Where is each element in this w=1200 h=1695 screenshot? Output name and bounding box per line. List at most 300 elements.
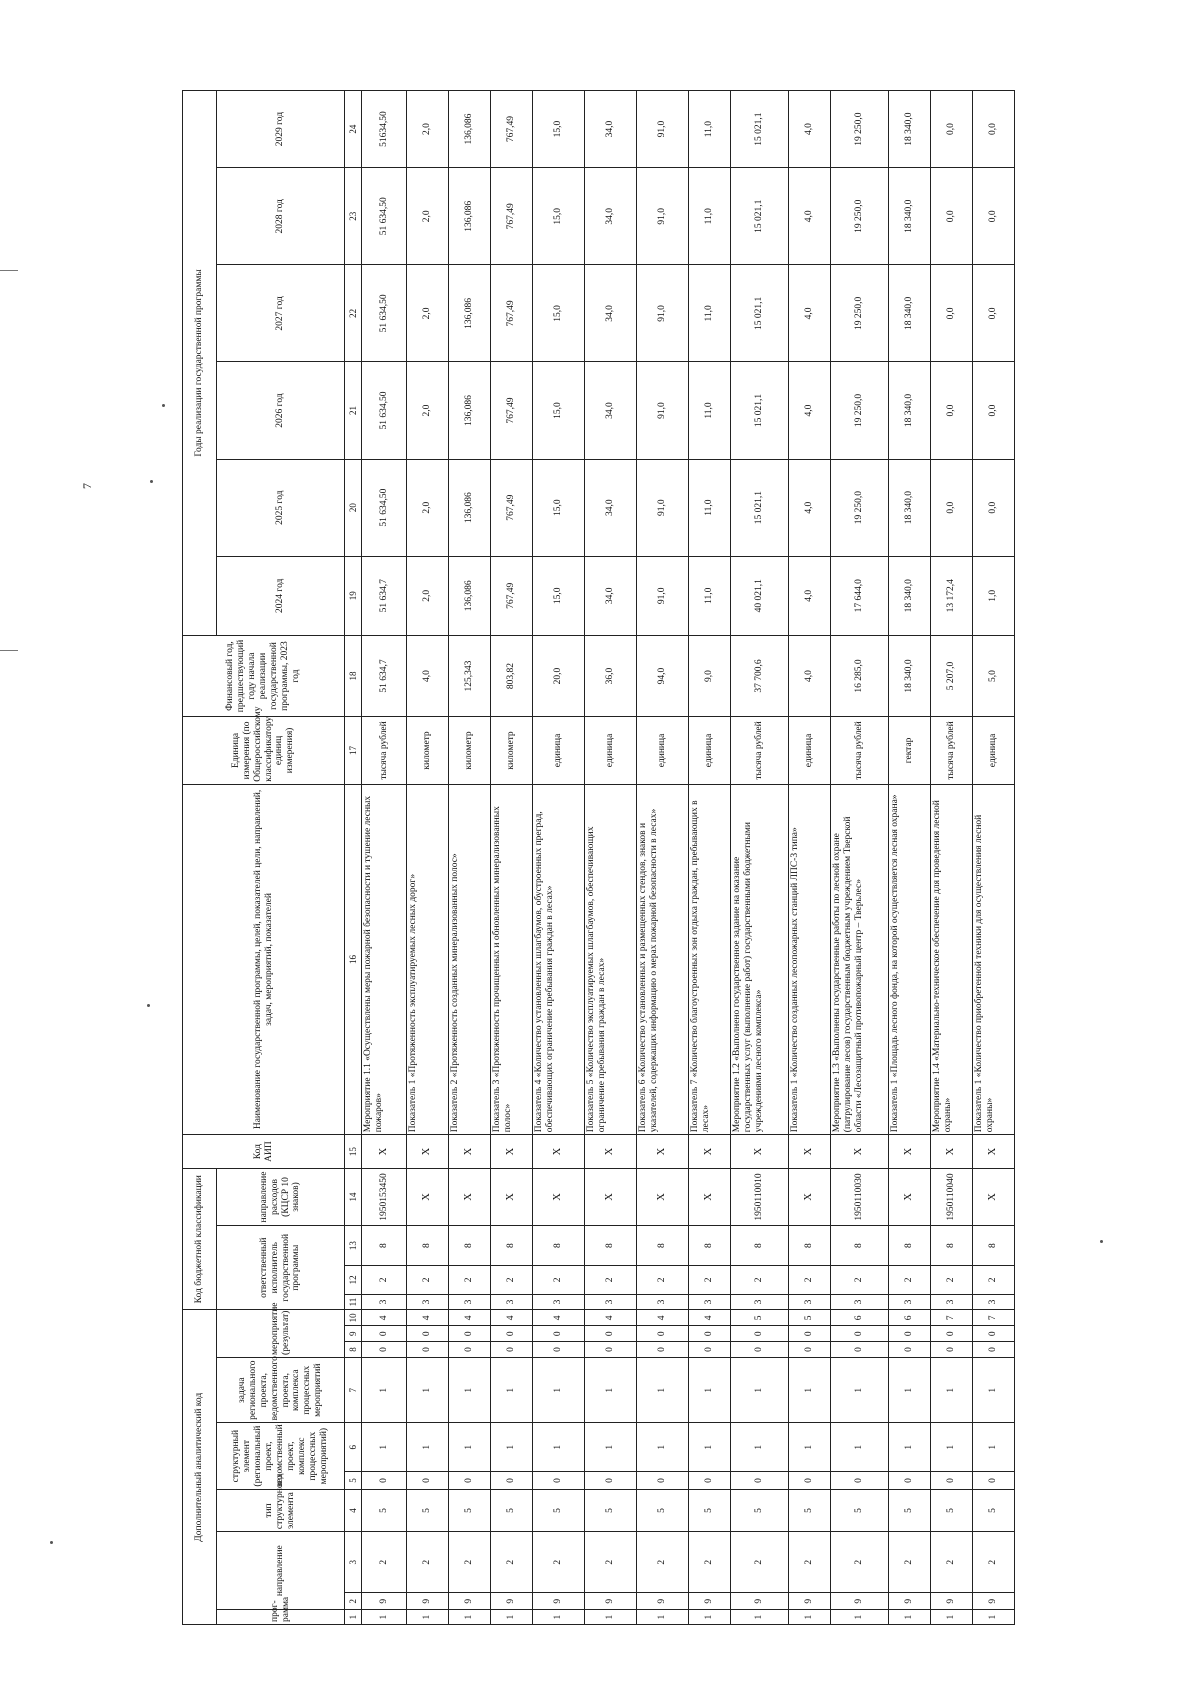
column-number: 24 xyxy=(345,91,362,168)
cell-y2029: 11,0 xyxy=(689,91,731,168)
cell-y2026: 91,0 xyxy=(637,362,689,459)
cell-y2028: 34,0 xyxy=(585,168,637,265)
cell-c5: 0 xyxy=(789,1471,831,1489)
cell-c10: 5 xyxy=(731,1310,789,1326)
column-number: 14 xyxy=(345,1168,362,1225)
cell-c8: 0 xyxy=(449,1342,491,1358)
cell-c2: 9 xyxy=(637,1593,689,1610)
cell-c4: 5 xyxy=(585,1489,637,1531)
program-table xyxy=(182,90,1015,1625)
column-number: 19 xyxy=(345,556,362,635)
table-row xyxy=(789,91,831,1625)
cell-name: Мероприятие 1.3 «Выполнены государственные работы по лесной охране (патрулирование лесов) государственным бюджетным учреждением Тверской области «Лесозащитный противопожарный центр – Тверьлес» xyxy=(831,784,889,1134)
cell-unit: тысяча рублей xyxy=(731,717,789,785)
cell-unit: километр xyxy=(407,717,449,785)
cell-c15: X xyxy=(491,1135,533,1169)
cell-c5: 0 xyxy=(973,1471,1015,1489)
cell-c4: 5 xyxy=(973,1489,1015,1531)
cell-c14: 1950110030 xyxy=(831,1168,889,1225)
cell-y2028: 19 250,0 xyxy=(831,168,889,265)
cell-c1: 1 xyxy=(362,1610,407,1625)
hdr-programma: прог-рамма xyxy=(217,1610,345,1625)
cell-y2029: 0,0 xyxy=(973,91,1015,168)
cell-name: Показатель 4 «Количество установленных шлагбаумов, обустроенных преград, обеспечивающих ограничение пребывания граждан в лесах» xyxy=(533,784,585,1134)
hdr-meropr: мероприятие (результат) xyxy=(217,1310,345,1358)
cell-unit: единица xyxy=(973,717,1015,785)
cell-c13: 8 xyxy=(831,1226,889,1266)
cell-base: 16 285,0 xyxy=(831,635,889,716)
cell-c5: 0 xyxy=(362,1471,407,1489)
cell-y2024: 15,0 xyxy=(533,556,585,635)
cell-c9: 0 xyxy=(789,1326,831,1342)
cell-c10: 4 xyxy=(689,1310,731,1326)
column-number: 12 xyxy=(345,1266,362,1295)
cell-c1: 1 xyxy=(689,1610,731,1625)
cell-y2028: 136,086 xyxy=(449,168,491,265)
cell-c7: 1 xyxy=(731,1357,789,1422)
cell-base: 94,0 xyxy=(637,635,689,716)
cell-c3: 2 xyxy=(585,1532,637,1593)
hdr-year-2029: 2029 год xyxy=(217,91,345,168)
cell-y2025: 18 340,0 xyxy=(889,459,931,556)
cell-c4: 5 xyxy=(931,1489,973,1531)
cell-name: Мероприятие 1.4 «Материально-техническое обеспечение для проведения лесной охраны» xyxy=(931,784,973,1134)
cell-unit: единица xyxy=(689,717,731,785)
cell-c12: 2 xyxy=(407,1266,449,1295)
cell-name: Показатель 1 «Площадь лесного фонда, на которой осуществляется лесная охрана» xyxy=(889,784,931,1134)
cell-c13: 8 xyxy=(533,1226,585,1266)
cell-unit: километр xyxy=(491,717,533,785)
cell-c10: 4 xyxy=(637,1310,689,1326)
cell-c14: 1950153450 xyxy=(362,1168,407,1225)
cell-c10: 6 xyxy=(831,1310,889,1326)
cell-unit: единица xyxy=(637,717,689,785)
cell-c8: 0 xyxy=(407,1342,449,1358)
cell-y2027: 136,086 xyxy=(449,265,491,362)
cell-c2: 9 xyxy=(449,1593,491,1610)
cell-base: 36,0 xyxy=(585,635,637,716)
cell-c3: 2 xyxy=(362,1532,407,1593)
cell-c15: X xyxy=(637,1135,689,1169)
cell-c13: 8 xyxy=(931,1226,973,1266)
column-number: 15 xyxy=(345,1135,362,1169)
cell-c10: 6 xyxy=(889,1310,931,1326)
table-row xyxy=(689,91,731,1625)
column-number: 9 xyxy=(345,1326,362,1342)
cell-c7: 1 xyxy=(637,1357,689,1422)
cell-c3: 2 xyxy=(831,1532,889,1593)
cell-c9: 0 xyxy=(449,1326,491,1342)
cell-base: 5,0 xyxy=(973,635,1015,716)
cell-c14: X xyxy=(407,1168,449,1225)
cell-c13: 8 xyxy=(689,1226,731,1266)
cell-c11: 3 xyxy=(637,1294,689,1310)
cell-c8: 0 xyxy=(889,1342,931,1358)
cell-c7: 1 xyxy=(831,1357,889,1422)
cell-base: 125,343 xyxy=(449,635,491,716)
page-number: 7 xyxy=(80,483,94,489)
cell-unit: километр xyxy=(449,717,491,785)
hdr-year-2026: 2026 год xyxy=(217,362,345,459)
cell-c11: 3 xyxy=(731,1294,789,1310)
table-row xyxy=(362,91,407,1625)
cell-y2024: 11,0 xyxy=(689,556,731,635)
cell-c2: 9 xyxy=(533,1593,585,1610)
cell-c8: 0 xyxy=(831,1342,889,1358)
cell-c11: 3 xyxy=(831,1294,889,1310)
cell-c15: X xyxy=(689,1135,731,1169)
cell-c13: 8 xyxy=(449,1226,491,1266)
cell-name: Показатель 2 «Протяженность созданных минерализованных полос» xyxy=(449,784,491,1134)
cell-c6: 1 xyxy=(831,1423,889,1472)
hdr-name: Наименование государственной программы, целей, показателей цели, направлений, задач, мероприятий, показателей xyxy=(183,784,345,1134)
cell-c15: X xyxy=(407,1135,449,1169)
cell-c3: 2 xyxy=(491,1532,533,1593)
cell-c3: 2 xyxy=(689,1532,731,1593)
cell-c4: 5 xyxy=(407,1489,449,1531)
cell-c15: X xyxy=(789,1135,831,1169)
column-number: 20 xyxy=(345,459,362,556)
cell-y2029: 136,086 xyxy=(449,91,491,168)
cell-c11: 3 xyxy=(585,1294,637,1310)
cell-c14: X xyxy=(637,1168,689,1225)
cell-c12: 2 xyxy=(585,1266,637,1295)
cell-y2024: 767,49 xyxy=(491,556,533,635)
column-number: 5 xyxy=(345,1471,362,1489)
cell-c13: 8 xyxy=(362,1226,407,1266)
cell-c6: 1 xyxy=(731,1423,789,1472)
cell-c1: 1 xyxy=(931,1610,973,1625)
cell-base: 803,82 xyxy=(491,635,533,716)
cell-c7: 1 xyxy=(689,1357,731,1422)
cell-c15: X xyxy=(449,1135,491,1169)
cell-c5: 0 xyxy=(831,1471,889,1489)
cell-c12: 2 xyxy=(449,1266,491,1295)
cell-y2028: 15,0 xyxy=(533,168,585,265)
cell-name: Показатель 1 «Количество приобретенной техники для осуществления лесной охраны» xyxy=(973,784,1015,1134)
hdr-rashod: направление расходов (КЦСР 10 знаков) xyxy=(217,1168,345,1225)
cell-base: 4,0 xyxy=(789,635,831,716)
cell-y2026: 0,0 xyxy=(931,362,973,459)
cell-y2025: 34,0 xyxy=(585,459,637,556)
cell-y2028: 18 340,0 xyxy=(889,168,931,265)
cell-name: Мероприятие 1.1 «Осуществлены меры пожарной безопасности и тушение лесных пожаров» xyxy=(362,784,407,1134)
cell-c2: 9 xyxy=(585,1593,637,1610)
cell-c1: 1 xyxy=(889,1610,931,1625)
cell-y2024: 17 644,0 xyxy=(831,556,889,635)
cell-c15: X xyxy=(889,1135,931,1169)
cell-y2028: 767,49 xyxy=(491,168,533,265)
cell-y2025: 91,0 xyxy=(637,459,689,556)
table-row xyxy=(731,91,789,1625)
cell-y2029: 19 250,0 xyxy=(831,91,889,168)
cell-c14: X xyxy=(973,1168,1015,1225)
column-number: 18 xyxy=(345,635,362,716)
cell-c1: 1 xyxy=(973,1610,1015,1625)
table-row xyxy=(449,91,491,1625)
column-number: 23 xyxy=(345,168,362,265)
cell-c4: 5 xyxy=(889,1489,931,1531)
cell-y2026: 19 250,0 xyxy=(831,362,889,459)
cell-y2027: 4,0 xyxy=(789,265,831,362)
cell-c10: 4 xyxy=(449,1310,491,1326)
cell-c5: 0 xyxy=(637,1471,689,1489)
hdr-year-2024: 2024 год xyxy=(217,556,345,635)
cell-c7: 1 xyxy=(585,1357,637,1422)
cell-y2024: 2,0 xyxy=(407,556,449,635)
cell-c12: 2 xyxy=(831,1266,889,1295)
cell-c9: 0 xyxy=(931,1326,973,1342)
cell-c9: 0 xyxy=(491,1326,533,1342)
cell-c2: 9 xyxy=(831,1593,889,1610)
cell-c6: 1 xyxy=(491,1423,533,1472)
cell-base: 20,0 xyxy=(533,635,585,716)
cell-c4: 5 xyxy=(789,1489,831,1531)
cell-y2028: 0,0 xyxy=(973,168,1015,265)
column-number: 13 xyxy=(345,1226,362,1266)
cell-y2024: 34,0 xyxy=(585,556,637,635)
cell-y2027: 91,0 xyxy=(637,265,689,362)
cell-name: Показатель 1 «Протяженность эксплуатируемых лесных дорог» xyxy=(407,784,449,1134)
cell-c7: 1 xyxy=(533,1357,585,1422)
cell-c11: 3 xyxy=(491,1294,533,1310)
cell-c13: 8 xyxy=(973,1226,1015,1266)
cell-y2028: 4,0 xyxy=(789,168,831,265)
cell-y2025: 767,49 xyxy=(491,459,533,556)
hdr-zadacha: задача регионального проекта, ведомственного проекта, комплекса процессных мероприятий xyxy=(217,1357,345,1422)
cell-c8: 0 xyxy=(689,1342,731,1358)
cell-c10: 4 xyxy=(407,1310,449,1326)
cell-c7: 1 xyxy=(789,1357,831,1422)
cell-c7: 1 xyxy=(449,1357,491,1422)
cell-c7: 1 xyxy=(931,1357,973,1422)
cell-c9: 0 xyxy=(585,1326,637,1342)
cell-c5: 0 xyxy=(491,1471,533,1489)
cell-c12: 2 xyxy=(362,1266,407,1295)
cell-c2: 9 xyxy=(889,1593,931,1610)
column-number: 1 xyxy=(345,1610,362,1625)
cell-c13: 8 xyxy=(637,1226,689,1266)
cell-c3: 2 xyxy=(973,1532,1015,1593)
cell-c1: 1 xyxy=(491,1610,533,1625)
column-number: 4 xyxy=(345,1489,362,1531)
cell-c6: 1 xyxy=(973,1423,1015,1472)
table-row xyxy=(533,91,585,1625)
cell-c9: 0 xyxy=(407,1326,449,1342)
cell-y2024: 4,0 xyxy=(789,556,831,635)
cell-y2024: 40 021,1 xyxy=(731,556,789,635)
cell-base: 9,0 xyxy=(689,635,731,716)
cell-c2: 9 xyxy=(689,1593,731,1610)
hdr-kod-aip: Код АИП xyxy=(183,1135,345,1169)
cell-y2025: 19 250,0 xyxy=(831,459,889,556)
cell-c7: 1 xyxy=(407,1357,449,1422)
cell-unit: единица xyxy=(789,717,831,785)
cell-c10: 4 xyxy=(585,1310,637,1326)
cell-y2026: 767,49 xyxy=(491,362,533,459)
cell-c13: 8 xyxy=(789,1226,831,1266)
cell-y2026: 34,0 xyxy=(585,362,637,459)
column-number: 2 xyxy=(345,1593,362,1610)
cell-c5: 0 xyxy=(931,1471,973,1489)
cell-c2: 9 xyxy=(362,1593,407,1610)
cell-c10: 7 xyxy=(931,1310,973,1326)
cell-c14: X xyxy=(789,1168,831,1225)
cell-y2029: 0,0 xyxy=(931,91,973,168)
cell-y2025: 0,0 xyxy=(973,459,1015,556)
cell-c15: X xyxy=(973,1135,1015,1169)
cell-y2025: 15,0 xyxy=(533,459,585,556)
cell-c14: X xyxy=(533,1168,585,1225)
cell-y2026: 0,0 xyxy=(973,362,1015,459)
cell-base: 51 634,7 xyxy=(362,635,407,716)
cell-y2025: 136,086 xyxy=(449,459,491,556)
hdr-year-2025: 2025 год xyxy=(217,459,345,556)
cell-c12: 2 xyxy=(889,1266,931,1295)
cell-c14: X xyxy=(491,1168,533,1225)
cell-unit: тысяча рублей xyxy=(362,717,407,785)
cell-c12: 2 xyxy=(973,1266,1015,1295)
cell-y2029: 15,0 xyxy=(533,91,585,168)
cell-c12: 2 xyxy=(931,1266,973,1295)
cell-c8: 0 xyxy=(789,1342,831,1358)
cell-c8: 0 xyxy=(731,1342,789,1358)
cell-c12: 2 xyxy=(731,1266,789,1295)
cell-c6: 1 xyxy=(789,1423,831,1472)
cell-c6: 1 xyxy=(637,1423,689,1472)
cell-c8: 0 xyxy=(931,1342,973,1358)
cell-c6: 1 xyxy=(689,1423,731,1472)
cell-c1: 1 xyxy=(585,1610,637,1625)
cell-y2024: 18 340,0 xyxy=(889,556,931,635)
cell-c12: 2 xyxy=(789,1266,831,1295)
cell-c3: 2 xyxy=(789,1532,831,1593)
cell-c3: 2 xyxy=(637,1532,689,1593)
cell-y2026: 2,0 xyxy=(407,362,449,459)
cell-c2: 9 xyxy=(731,1593,789,1610)
cell-name: Показатель 5 «Количество эксплуатируемых шлагбаумов, обеспечивающих ограничение пребывания граждан в лесах» xyxy=(585,784,637,1134)
cell-c9: 0 xyxy=(973,1326,1015,1342)
cell-y2025: 51 634,50 xyxy=(362,459,407,556)
cell-c9: 0 xyxy=(533,1326,585,1342)
cell-name: Показатель 1 «Количество созданных лесопожарных станций ЛПС-3 типа» xyxy=(789,784,831,1134)
cell-c4: 5 xyxy=(731,1489,789,1531)
cell-c11: 3 xyxy=(931,1294,973,1310)
cell-c3: 2 xyxy=(731,1532,789,1593)
cell-c8: 0 xyxy=(491,1342,533,1358)
cell-c9: 0 xyxy=(831,1326,889,1342)
cell-c15: X xyxy=(831,1135,889,1169)
cell-name: Мероприятие 1.2 «Выполнено государственное задание на оказание государственных услуг (выполнение работ) государственными бюджетными учреждениями лесного комплекса» xyxy=(731,784,789,1134)
cell-c6: 1 xyxy=(362,1423,407,1472)
hdr-strukt: структурный элемент (региональный проект, ведомственный проект, комплекс процессных мероприятий) xyxy=(217,1423,345,1490)
cell-base: 37 700,6 xyxy=(731,635,789,716)
table-row xyxy=(931,91,973,1625)
cell-c12: 2 xyxy=(637,1266,689,1295)
cell-y2029: 34,0 xyxy=(585,91,637,168)
cell-c6: 1 xyxy=(407,1423,449,1472)
cell-c10: 5 xyxy=(789,1310,831,1326)
cell-c12: 2 xyxy=(533,1266,585,1295)
column-number: 17 xyxy=(345,717,362,785)
cell-unit: гектар xyxy=(889,717,931,785)
cell-y2024: 51 634,7 xyxy=(362,556,407,635)
cell-c2: 9 xyxy=(789,1593,831,1610)
cell-y2026: 51 634,50 xyxy=(362,362,407,459)
cell-c7: 1 xyxy=(889,1357,931,1422)
cell-c2: 9 xyxy=(491,1593,533,1610)
cell-c11: 3 xyxy=(973,1294,1015,1310)
cell-name: Показатель 6 «Количество установленных и размещенных стендов, знаков и указателей, содержащих информацию о мерах пожарной безопасности в лесах» xyxy=(637,784,689,1134)
cell-c11: 3 xyxy=(789,1294,831,1310)
cell-name: Показатель 3 «Протяженность прочищенных и обновленных минерализованных полос» xyxy=(491,784,533,1134)
cell-y2025: 2,0 xyxy=(407,459,449,556)
cell-c5: 0 xyxy=(533,1471,585,1489)
cell-c4: 5 xyxy=(637,1489,689,1531)
cell-c5: 0 xyxy=(585,1471,637,1489)
cell-y2029: 51634,50 xyxy=(362,91,407,168)
cell-c11: 3 xyxy=(362,1294,407,1310)
cell-c14: 1950110040 xyxy=(931,1168,973,1225)
cell-c14: 1950110010 xyxy=(731,1168,789,1225)
cell-c6: 1 xyxy=(449,1423,491,1472)
cell-y2027: 19 250,0 xyxy=(831,265,889,362)
cell-c6: 1 xyxy=(889,1423,931,1472)
hdr-base-year: Финансовый год, предшествующий году начала реализации государственной программы, 2023 год xyxy=(183,635,345,716)
cell-c5: 0 xyxy=(407,1471,449,1489)
cell-unit: тысяча рублей xyxy=(831,717,889,785)
cell-c7: 1 xyxy=(491,1357,533,1422)
cell-c3: 2 xyxy=(889,1532,931,1593)
column-number: 7 xyxy=(345,1357,362,1422)
cell-c1: 1 xyxy=(637,1610,689,1625)
cell-y2027: 15 021,1 xyxy=(731,265,789,362)
cell-c8: 0 xyxy=(533,1342,585,1358)
cell-base: 4,0 xyxy=(407,635,449,716)
cell-c9: 0 xyxy=(362,1326,407,1342)
cell-y2026: 18 340,0 xyxy=(889,362,931,459)
cell-y2028: 0,0 xyxy=(931,168,973,265)
cell-c12: 2 xyxy=(689,1266,731,1295)
cell-y2024: 13 172,4 xyxy=(931,556,973,635)
cell-c4: 5 xyxy=(449,1489,491,1531)
cell-name: Показатель 7 «Количество благоустроенных зон отдыха граждан, пребывающих в лесах» xyxy=(689,784,731,1134)
cell-c1: 1 xyxy=(407,1610,449,1625)
cell-c11: 3 xyxy=(449,1294,491,1310)
cell-unit: единица xyxy=(533,717,585,785)
hdr-years-group: Годы реализации государственной программы xyxy=(183,91,217,636)
cell-c10: 4 xyxy=(491,1310,533,1326)
cell-y2029: 15 021,1 xyxy=(731,91,789,168)
column-number: 6 xyxy=(345,1423,362,1472)
cell-c14: X xyxy=(689,1168,731,1225)
cell-c13: 8 xyxy=(491,1226,533,1266)
cell-c4: 5 xyxy=(533,1489,585,1531)
cell-c9: 0 xyxy=(731,1326,789,1342)
cell-c15: X xyxy=(931,1135,973,1169)
cell-c13: 8 xyxy=(585,1226,637,1266)
hdr-kod-budget: Код бюджетной классификации xyxy=(183,1168,217,1309)
table-row xyxy=(491,91,533,1625)
cell-c14: X xyxy=(449,1168,491,1225)
cell-unit: тысяча рублей xyxy=(931,717,973,785)
cell-c1: 1 xyxy=(831,1610,889,1625)
cell-c15: X xyxy=(585,1135,637,1169)
cell-c8: 0 xyxy=(973,1342,1015,1358)
cell-y2027: 11,0 xyxy=(689,265,731,362)
cell-y2029: 767,49 xyxy=(491,91,533,168)
cell-y2027: 767,49 xyxy=(491,265,533,362)
